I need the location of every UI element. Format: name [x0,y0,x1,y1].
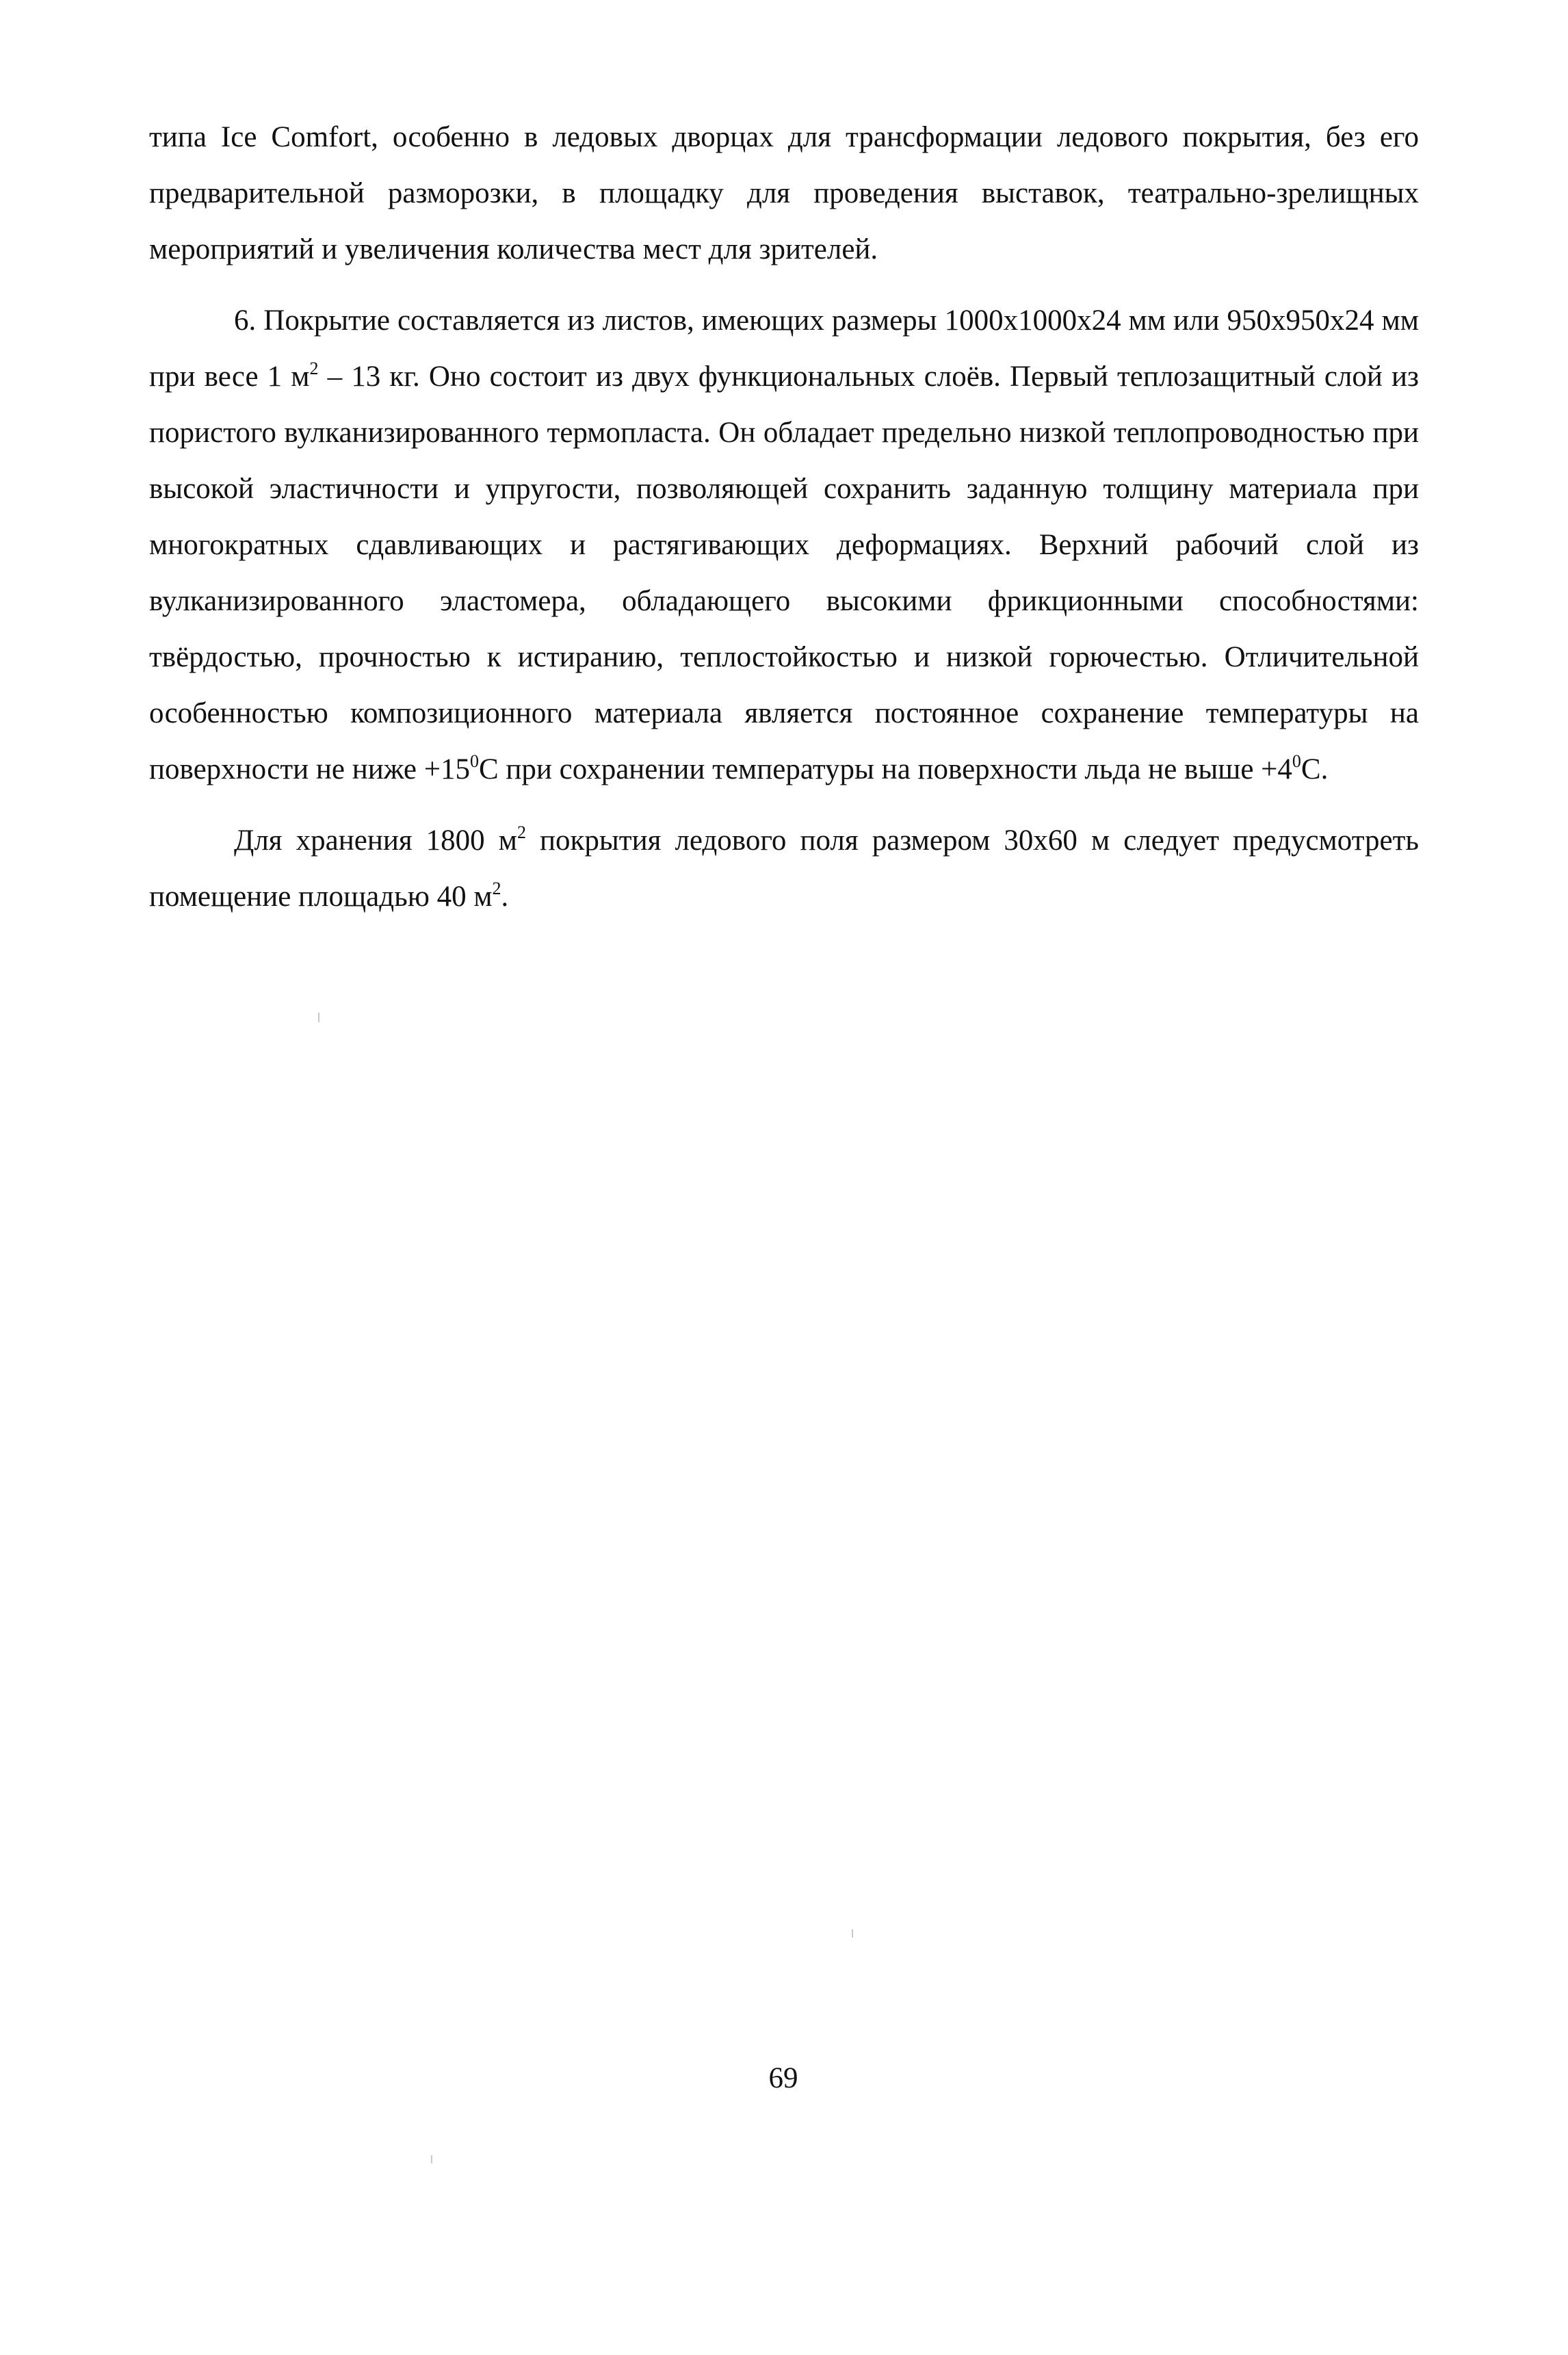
text-segment: . [501,881,509,913]
superscript: 2 [492,879,501,898]
body-text [149,109,1419,925]
text-segment: покрытия ледового поля размером 30x60 м следует предусмотреть помещение площадью 40 м [149,824,1419,913]
paragraph-continuation [149,109,1419,278]
text-segment: С. [1301,753,1329,785]
superscript: 0 [1292,751,1301,771]
text-segment: С при сохранении температуры на поверхности льда не выше +4 [478,753,1292,785]
scan-speck [431,2155,432,2163]
superscript: 2 [517,822,526,842]
scan-speck [852,1929,853,1938]
text-segment: Для хранения 1800 м [234,824,517,857]
text-segment: 6. Покрытие составляется из листов, имеющих размеры 1000x1000x24 мм или 950x950x24 мм при весе 1 м [149,304,1419,393]
superscript: 2 [309,359,319,378]
text-segment: типа Ice Comfort, особенно в ледовых дворцах для трансформации ледового покрытия, без его предварительной разморозки, в площадку для проведения выставок, театрально-зрелищных мероприятий и увеличения количества мест для зрителей. [149,121,1419,265]
page-number: 69 [768,2062,798,2094]
paragraph-storage [149,813,1419,925]
scan-speck [318,1013,319,1022]
superscript: 0 [469,751,479,771]
paragraph-item-6 [149,293,1419,798]
text-segment: – 13 кг. Оно состоит из двух функциональных слоёв. Первый теплозащитный слой из пористого вулканизированного термопласта. Он обладает предельно низкой теплопроводностью при высокой эластичности и упругости, позволяющей сохранить заданную толщину материала при многократных сдавливающих и растягивающих деформациях. Верхний рабочий слой из вулканизированного эластомера, обладающего высокими фрикционными способностями: твёрдостью, прочностью к истиранию, теплостойкостью и низкой горючестью. Отличительной особенностью композиционного материала является постоянное сохранение температуры на поверхности не ниже +15 [149,361,1419,785]
